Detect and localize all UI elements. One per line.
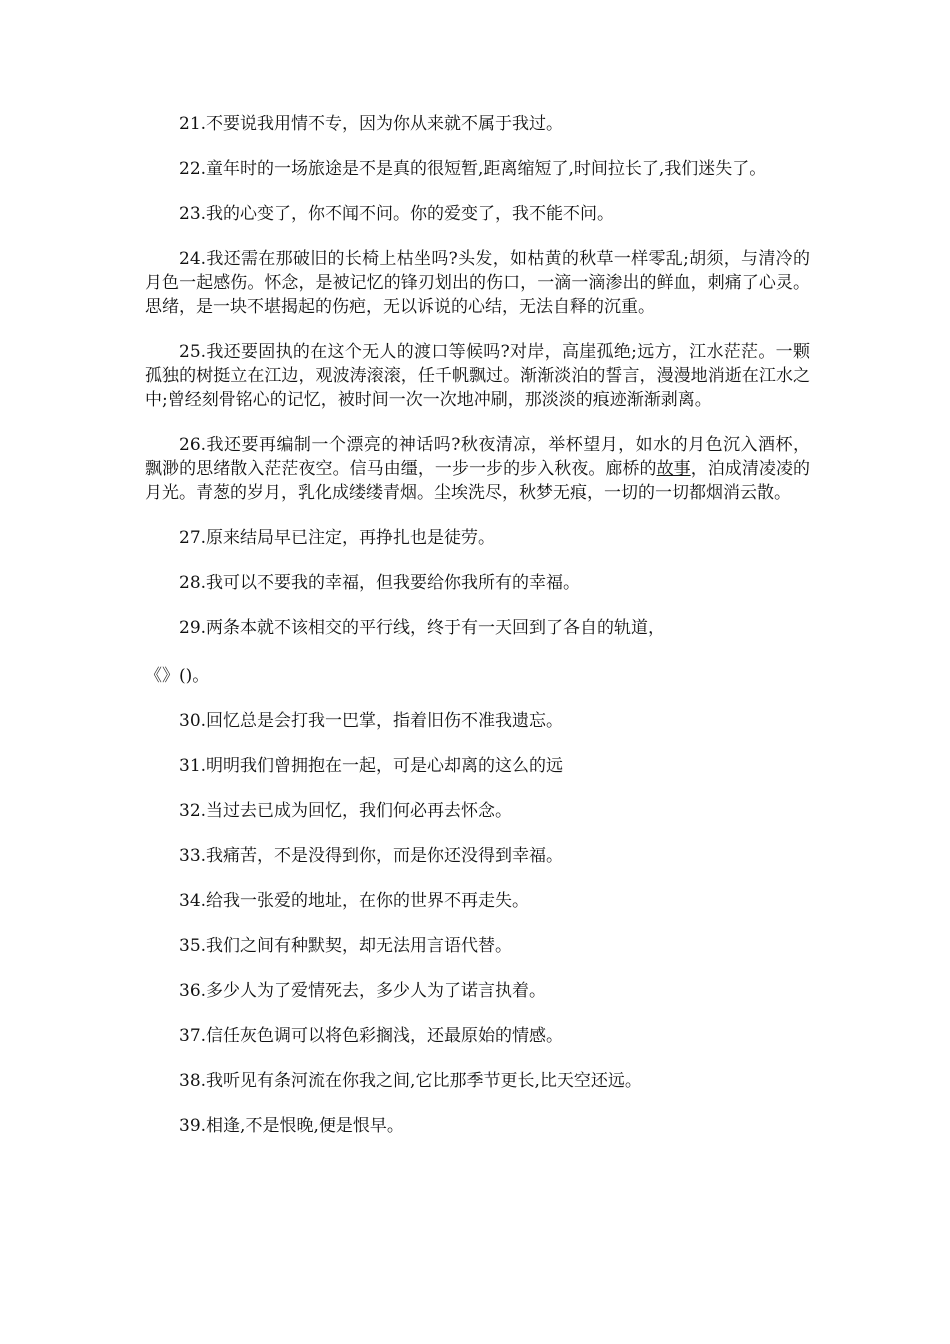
paragraph-23: 23.我的心变了，你不闻不问。你的爱变了，我不能不问。 [179, 204, 615, 224]
paragraph-37: 37.信任灰色调可以将色彩搁浅，还最原始的情感。 [179, 1026, 564, 1046]
paragraph-29: 29.两条本就不该相交的平行线，终于有一天回到了各自的轨道， [179, 618, 666, 638]
paragraph-39: 39.相逢,不是恨晚,便是恨早。 [179, 1116, 404, 1136]
paragraph-31: 31.明明我们曾拥抱在一起，可是心却离的这么的远 [179, 756, 564, 776]
paragraph-34: 34.给我一张爱的地址，在你的世界不再走失。 [179, 891, 530, 911]
paragraph-25: 25.我还要固执的在这个无人的渡口等候吗?对岸，高崖孤绝;远方，江水茫茫。一颗孤独的树挺立在江边，观波涛滚滚，任千帆飘过。渐渐淡泊的誓言，漫漫地消逝在江水之中;曾经刻骨铭心的记忆，被时间一次一次地冲刷，那淡淡的痕迹渐渐剥离。 [145, 342, 810, 410]
paragraph-33: 33.我痛苦，不是没得到你，而是你还没得到幸福。 [179, 846, 564, 866]
paragraph-26-text-before: 26.我还要再编制一个漂亮的神话吗?秋夜清凉，举杯望月，如水的月色沉入酒杯，飘渺的思绪散入茫茫夜空。信马由缰，一步一步的步入秋夜。廊桥的 [145, 435, 810, 479]
paragraph-30: 30.回忆总是会打我一巴掌，指着旧伤不准我遗忘。 [179, 711, 564, 731]
paragraph-26-text-after: ，泊成清凌凌的月光。青葱的岁月，乳化成缕缕青烟。尘埃洗尽，秋梦无痕，一切的一切都烟消云散。 [145, 459, 811, 503]
paragraph-32: 32.当过去已成为回忆，我们何必再去怀念。 [179, 801, 513, 821]
paragraph-21: 21.不要说我用情不专，因为你从来就不属于我过。 [179, 114, 564, 134]
paragraph-36: 36.多少人为了爱情死去，多少人为了诺言执着。 [179, 981, 547, 1001]
paragraph-28: 28.我可以不要我的幸福，但我要给你我所有的幸福。 [179, 573, 581, 593]
paragraph-26 [145, 433, 810, 505]
document-page [145, 112, 810, 1159]
paragraph-22: 22.童年时的一场旅途是不是真的很短暂,距离缩短了,时间拉长了,我们迷失了。 [179, 159, 767, 179]
paragraph-26-underlined-link[interactable]: 故事 [656, 459, 691, 479]
paragraph-35: 35.我们之间有种默契，却无法用言语代替。 [179, 936, 513, 956]
paragraph-brackets: 《》()。 [145, 666, 210, 686]
paragraph-38: 38.我听见有条河流在你我之间,它比那季节更长,比天空还远。 [179, 1071, 642, 1091]
paragraph-24: 24.我还需在那破旧的长椅上枯坐吗?头发，如枯黄的秋草一样零乱;胡须，与清冷的月色一起感伤。怀念，是被记忆的锋刃划出的伤口，一滴一滴渗出的鲜血，刺痛了心灵。思绪，是一块不堪揭起的伤疤，无以诉说的心结，无法自释的沉重。 [145, 249, 810, 317]
paragraph-27: 27.原来结局早已注定，再挣扎也是徒劳。 [179, 528, 496, 548]
